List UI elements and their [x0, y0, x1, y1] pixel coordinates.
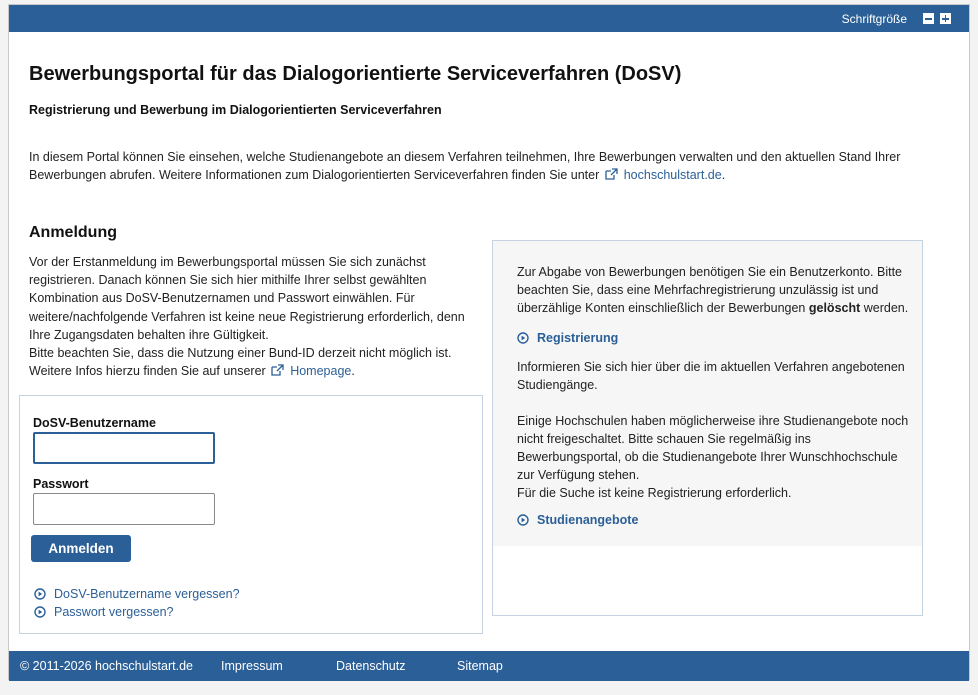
homepage-link[interactable]: Homepage: [290, 364, 352, 379]
bund-id-notice: Bitte beachten Sie, dass die Nutzung einer Bund-ID derzeit nicht möglich ist. Weitere Infos hierzu finden Sie auf unserer: [29, 346, 452, 379]
username-label: DoSV-Benutzername: [33, 416, 156, 430]
password-input[interactable]: [33, 493, 215, 525]
page-title: Bewerbungsportal für das Dialogorientierte Serviceverfahren (DoSV): [29, 63, 682, 85]
courses-row[interactable]: [517, 513, 638, 527]
universities-notice: Einige Hochschulen haben möglicherweise ihre Studienangebote noch nicht freigeschaltet. Bitte schauen Sie regelmäßig ins Bewerbungsportal, ob die Studienangebote Ihrer Wunschhochschule zur Verfügung stehen.: [517, 414, 909, 482]
hochschulstart-link[interactable]: hochschulstart.de: [623, 168, 722, 182]
login-heading: Anmeldung: [29, 224, 117, 241]
courses-info-text: Informieren Sie sich hier über die im aktuellen Verfahren angebotenen Studiengänge.: [517, 360, 905, 392]
play-circle-icon: [517, 332, 529, 344]
forgot-username-row[interactable]: [34, 587, 240, 601]
top-bar: [9, 5, 969, 32]
register-link[interactable]: Registrierung: [537, 331, 619, 345]
copyright-text: © 2011-2026 hochschulstart.de: [20, 659, 193, 673]
play-circle-icon: [34, 588, 46, 600]
font-size-increase-button[interactable]: [940, 13, 951, 24]
footer: [9, 651, 969, 681]
search-notice: Für die Suche ist keine Registrierung erforderlich.: [517, 486, 792, 500]
page-frame: [8, 4, 970, 680]
external-link-icon: [605, 168, 618, 180]
footer-link-datenschutz[interactable]: Datenschutz: [336, 659, 406, 673]
intro-text: [29, 148, 929, 184]
login-button[interactable]: Anmelden: [31, 535, 131, 562]
forgot-password-link[interactable]: Passwort vergessen?: [54, 605, 174, 619]
font-size-label: Schriftgröße: [841, 11, 907, 26]
info-panel-content: [493, 241, 922, 546]
forgot-username-link[interactable]: DoSV-Benutzername vergessen?: [54, 587, 240, 601]
footer-link-impressum[interactable]: Impressum: [221, 659, 283, 673]
username-input[interactable]: [33, 432, 215, 464]
intro-body: In diesem Portal können Sie einsehen, welche Studienangebote an diesem Verfahren teilnehmen, Ihre Bewerbungen verwalten und den aktuellen Stand Ihrer Bewerbungen abrufen. Weitere Informationen zum Dialogorientierten Serviceverfahren finden Sie unter: [29, 150, 901, 182]
external-link-icon: [271, 364, 284, 376]
info-panel: [492, 240, 923, 616]
password-label: Passwort: [33, 477, 89, 491]
account-notice-text: Zur Abgabe von Bewerbungen benötigen Sie ein Benutzerkonto. Bitte beachten Sie, dass eine Mehrfachregistrierung unzulässig ist und überzählige Konten einschließlich der Bewerbungen: [517, 265, 902, 315]
account-notice-bold: gelöscht: [808, 301, 861, 315]
register-row[interactable]: [517, 331, 618, 345]
login-form: [19, 395, 483, 634]
play-circle-icon: [34, 606, 46, 618]
account-notice-end: werden.: [863, 301, 909, 315]
account-notice: [517, 263, 909, 317]
font-size-decrease-button[interactable]: [923, 13, 934, 24]
registration-notice: Vor der Erstanmeldung im Bewerbungsportal müssen Sie sich zunächst registrieren. Danach können Sie sich hier mithilfe Ihrer selbst gewählten Kombination aus DoSV-Benutzernamen und Passwort einwählen. Für weitere/nachfolgende Verfahren ist keine neue Registrierung erforderlich, denn Ihre Zugangsdaten behalten ihre Gültigkeit.: [29, 255, 465, 342]
login-info-text: [29, 253, 484, 380]
play-circle-icon: [517, 514, 529, 526]
forgot-password-row[interactable]: [34, 605, 174, 619]
page-subtitle: Registrierung und Bewerbung im Dialogorientierten Serviceverfahren: [29, 103, 442, 117]
bund-trailing: .: [351, 364, 355, 379]
footer-link-sitemap[interactable]: Sitemap: [457, 659, 503, 673]
courses-link[interactable]: Studienangebote: [537, 513, 639, 527]
intro-trailing: .: [721, 168, 726, 182]
